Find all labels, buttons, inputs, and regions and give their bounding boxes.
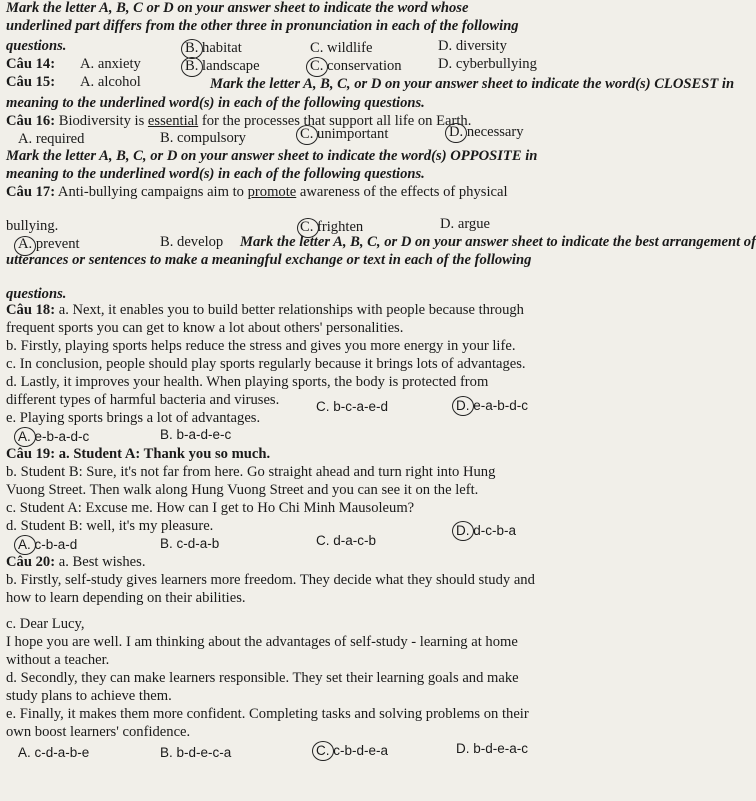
q20-option-d[interactable]: D. b-d-e-a-c	[456, 741, 529, 756]
q16-text-post: for the processes that support all life on Earth.	[201, 113, 472, 129]
q19-sentence-c: c. Student A: Excuse me. How can I get to Ho Chi Minh Mausoleum?	[6, 500, 415, 516]
q17-underlined-word: promote	[247, 184, 297, 200]
q14-option-c[interactable]: C. wildlife	[310, 40, 373, 56]
q20-sentence-b-cont: how to learn depending on their abilities.	[6, 590, 246, 606]
q16-option-a[interactable]: A. required	[18, 131, 85, 147]
q17-text-post: awareness of the effects of physical	[299, 184, 508, 200]
q19-label: Câu 19:	[6, 446, 56, 462]
answer-circle-q18-a	[14, 427, 36, 447]
q17-option-a[interactable]: A. prevent	[18, 236, 80, 252]
answer-circle-q15-c	[306, 57, 328, 77]
q20-sentence-c-cont2: without a teacher.	[6, 652, 110, 668]
q16-option-b[interactable]: B. compulsory	[160, 130, 246, 146]
q16-label: Câu 16:	[6, 113, 56, 129]
q15-option-c[interactable]: C. conservation	[310, 58, 402, 74]
q15-option-b[interactable]: B. landscape	[185, 58, 260, 74]
instruction-pronunciation-line3: questions.	[6, 38, 67, 54]
q17-stem-line2: bullying.	[6, 218, 59, 234]
q20-sentence-b: b. Firstly, self-study gives learners more freedom. They decide what they should study and	[6, 572, 535, 588]
q19-option-c[interactable]: C. d-a-c-b	[316, 533, 377, 548]
q17-option-d[interactable]: D. argue	[440, 216, 490, 232]
q20-option-c[interactable]: C. c-b-d-e-a	[316, 743, 389, 758]
instruction-closest-line2: meaning to the underlined word(s) in each of the following questions.	[6, 95, 425, 111]
q20-sentence-c: c. Dear Lucy,	[6, 616, 85, 632]
q20-line-a	[6, 554, 639, 571]
q15-option-a[interactable]: A. alcohol	[80, 74, 141, 90]
answer-circle-q19-d	[452, 521, 474, 541]
instruction-arrangement-line3: questions.	[6, 286, 67, 302]
q16-option-c[interactable]: C. unimportant	[300, 126, 389, 142]
q19-option-b[interactable]: B. c-d-a-b	[160, 536, 220, 551]
q18-sentence-c: c. In conclusion, people should play sports regularly because it brings lots of advantages.	[6, 356, 526, 372]
q20-sentence-e: e. Finally, it makes them more confident. Completing tasks and solving problems on their	[6, 706, 529, 722]
q19-sentence-b: b. Student B: Sure, it's not far from here. Go straight ahead and turn right into Hung	[6, 464, 496, 480]
q20-option-a[interactable]: A. c-d-a-b-e	[18, 745, 90, 760]
instruction-opposite-line1: Mark the letter A, B, C, or D on your answer sheet to indicate the word(s) OPPOSITE in	[6, 148, 538, 164]
answer-circle-q18	[452, 396, 474, 416]
q18-option-a[interactable]: A. e-b-a-d-c	[18, 429, 90, 444]
instruction-arrangement-line2: utterances or sentences to make a meaningful exchange or text in each of the following	[6, 252, 532, 268]
q17-label: Câu 17:	[6, 184, 56, 200]
q18-option-c[interactable]: C. b-c-a-e-d	[316, 399, 389, 414]
q15-label: Câu 15:	[6, 74, 56, 90]
q16-text-pre: Biodiversity is	[58, 113, 145, 129]
q18-label: Câu 18:	[6, 302, 56, 318]
q18-option-d[interactable]: D. e-a-b-d-c	[456, 398, 529, 413]
q14-label: Câu 14:	[6, 56, 56, 72]
q16-underlined-word: essential	[147, 113, 199, 129]
q20-label: Câu 20:	[6, 554, 56, 570]
q18-sentence-a: a. Next, it enables you to build better relationships with people because through	[58, 302, 524, 318]
instruction-arrangement-line1: Mark the letter A, B, C, or D on your answer sheet to indicate the best arrangement of	[240, 234, 756, 250]
q14-option-a[interactable]: A. anxiety	[80, 56, 141, 72]
q18-sentence-e: e. Playing sports brings a lot of advantages.	[6, 410, 261, 426]
q19-line-a	[6, 446, 639, 463]
answer-circle-q16	[296, 125, 318, 145]
q18-line-a-cont: frequent sports you can get to know a lot about others' personalities.	[6, 320, 404, 336]
instruction-opposite-line2: meaning to the underlined word(s) in each of the following questions.	[6, 166, 425, 182]
q20-sentence-c-cont: I hope you are well. I am thinking about the advantages of self-study - learning at home	[6, 634, 518, 650]
instruction-pronunciation-line2: underlined part differs from the other three in pronunciation in each of the following	[6, 18, 519, 34]
answer-circle-q14	[181, 39, 203, 59]
q19-sentence-d: d. Student B: well, it's my pleasure.	[6, 518, 214, 534]
instruction-pronunciation-line1: Mark the letter A, B, C or D on your answer sheet to indicate the word whose	[6, 0, 469, 16]
q20-sentence-a: a. Best wishes.	[58, 554, 146, 570]
answer-circle-q20	[312, 741, 334, 761]
q19-option-d[interactable]: D. d-c-b-a	[456, 523, 517, 538]
q18-option-b[interactable]: B. b-a-d-e-c	[160, 427, 232, 442]
q20-sentence-d-cont: study plans to achieve them.	[6, 688, 172, 704]
answer-circle-q19-a	[14, 535, 36, 555]
q19-sentence-b-cont: Vuong Street. Then walk along Hung Vuong Street and you can see it on the left.	[6, 482, 479, 498]
answer-circle-q15-b	[181, 57, 203, 77]
q19-sentence-a: a. Student A: Thank you so much.	[58, 446, 271, 462]
q14-option-d[interactable]: D. diversity	[438, 38, 507, 54]
q18-sentence-d: d. Lastly, it improves your health. When playing sports, the body is protected from	[6, 374, 489, 390]
answer-circle-q16-d	[445, 123, 467, 143]
q20-sentence-e-cont: own boost learners' confidence.	[6, 724, 191, 740]
q18-line-a	[6, 302, 639, 319]
q14-option-b[interactable]: B. habitat	[185, 40, 242, 56]
q15-option-d[interactable]: D. cyberbullying	[438, 56, 537, 72]
answer-circle-q17	[297, 218, 319, 238]
q17-option-c[interactable]: C. frighten	[300, 219, 364, 235]
q16-option-d[interactable]: D. necessary	[449, 124, 524, 140]
q18-sentence-b: b. Firstly, playing sports helps reduce the stress and gives you more energy in your life.	[6, 338, 516, 354]
instruction-closest-line1: Mark the letter A, B, C, or D on your answer sheet to indicate the word(s) CLOSEST in	[210, 76, 735, 92]
q18-sentence-d-cont: different types of harmful bacteria and viruses.	[6, 392, 280, 408]
q17-stem	[6, 184, 639, 201]
q17-option-b[interactable]: B. develop	[160, 234, 224, 250]
q20-option-b[interactable]: B. b-d-e-c-a	[160, 745, 232, 760]
answer-circle-q17-a	[14, 236, 36, 256]
q20-sentence-d: d. Secondly, they can make learners responsible. They set their learning goals and make	[6, 670, 519, 686]
q17-text-pre: Anti-bullying campaigns aim to	[57, 184, 244, 200]
q19-option-a[interactable]: A. c-b-a-d	[18, 537, 78, 552]
